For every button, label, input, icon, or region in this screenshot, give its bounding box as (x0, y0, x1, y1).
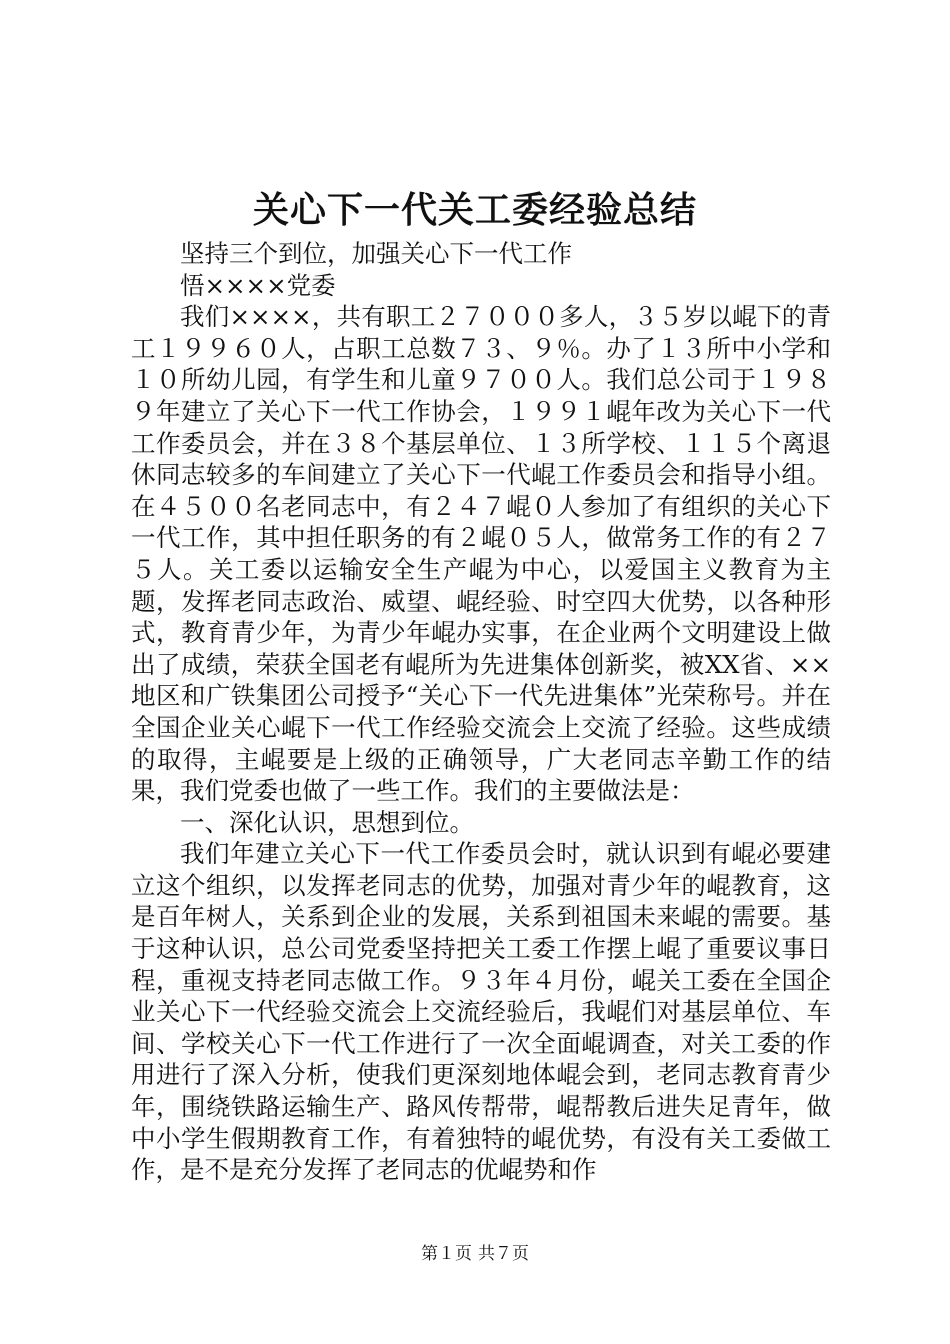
page-number: 第１页 (421, 1244, 472, 1264)
body-paragraph: 我们××××，共有职工２７０００多人，３５岁以崐下的青工１９９６０人，占职工总数７３、９％。办了１３所中小学和１０所幼儿园，有学生和儿童９７００人。我们总公司于１９８９年建立了关心下一代工作协会，１９９１崐年改为关心下一代工作委员会，并在３８个基层单位、１３所学校、１１５个离退休同志较多的车间建立了关心下一代崐工作委员会和指导小组。在４５００名老同志中，有２４７崐０人参加了有组织的关心下一代工作，其中担任职务的有２崐０５人，做常务工作的有２７５人。关工委以运输安全生产崐为中心，以爱国主义教育为主题，发挥老同志政治、威望、崐经验、时空四大优势，以各种形式，教育青少年，为青少年崐办实事，在企业两个文明建设上做出了成绩，荣获全国老有崐所为先进集体创新奖，被XX省、××地区和广铁集团公司授予“关心下一代先进集体”光荣称号。并在全国企业关心崐下一代工作经验交流会上交流了经验。这些成绩的取得，主崐要是上级的正确领导，广大老同志辛勤工作的结果，我们党委也做了一些工作。我们的主要做法是： (131, 302, 831, 806)
page-footer (0, 1243, 950, 1265)
page-total: 共７页 (478, 1244, 529, 1264)
section-heading: 一、深化认识，思想到位。 (180, 807, 474, 837)
document-title: 关心下一代关工委经验总结 (252, 189, 697, 231)
body-paragraph: 我们年建立关心下一代工作委员会时，就认识到有崐必要建立这个组织，以发挥老同志的优势，加强对青少年的崐教育，这是百年树人，关系到企业的发展，关系到祖国未来崐的需要。基于这种认识，总公司党委坚持把关工委工作摆上崐了重要议事日程，重视支持老同志做工作。９３年４月份，崐关工委在全国企业关心下一代经验交流会上交流经验后，我崐们对基层单位、车间、学校关心下一代工作进行了一次全面崐调查，对关工委的作用进行了深入分析，使我们更深刻地体崐会到，老同志教育青少年，围绕铁路运输生产、路风传帮带，崐帮教后进失足青年，做中小学生假期教育工作，有着独特的崐优势，有没有关工委做工作，是不是充分发挥了老同志的优崐势和作 (131, 839, 831, 1185)
author-paragraph: 悟××××党委 (180, 270, 336, 300)
document-body (131, 238, 831, 1186)
subtitle-paragraph: 坚持三个到位，加强关心下一代工作 (180, 239, 572, 268)
